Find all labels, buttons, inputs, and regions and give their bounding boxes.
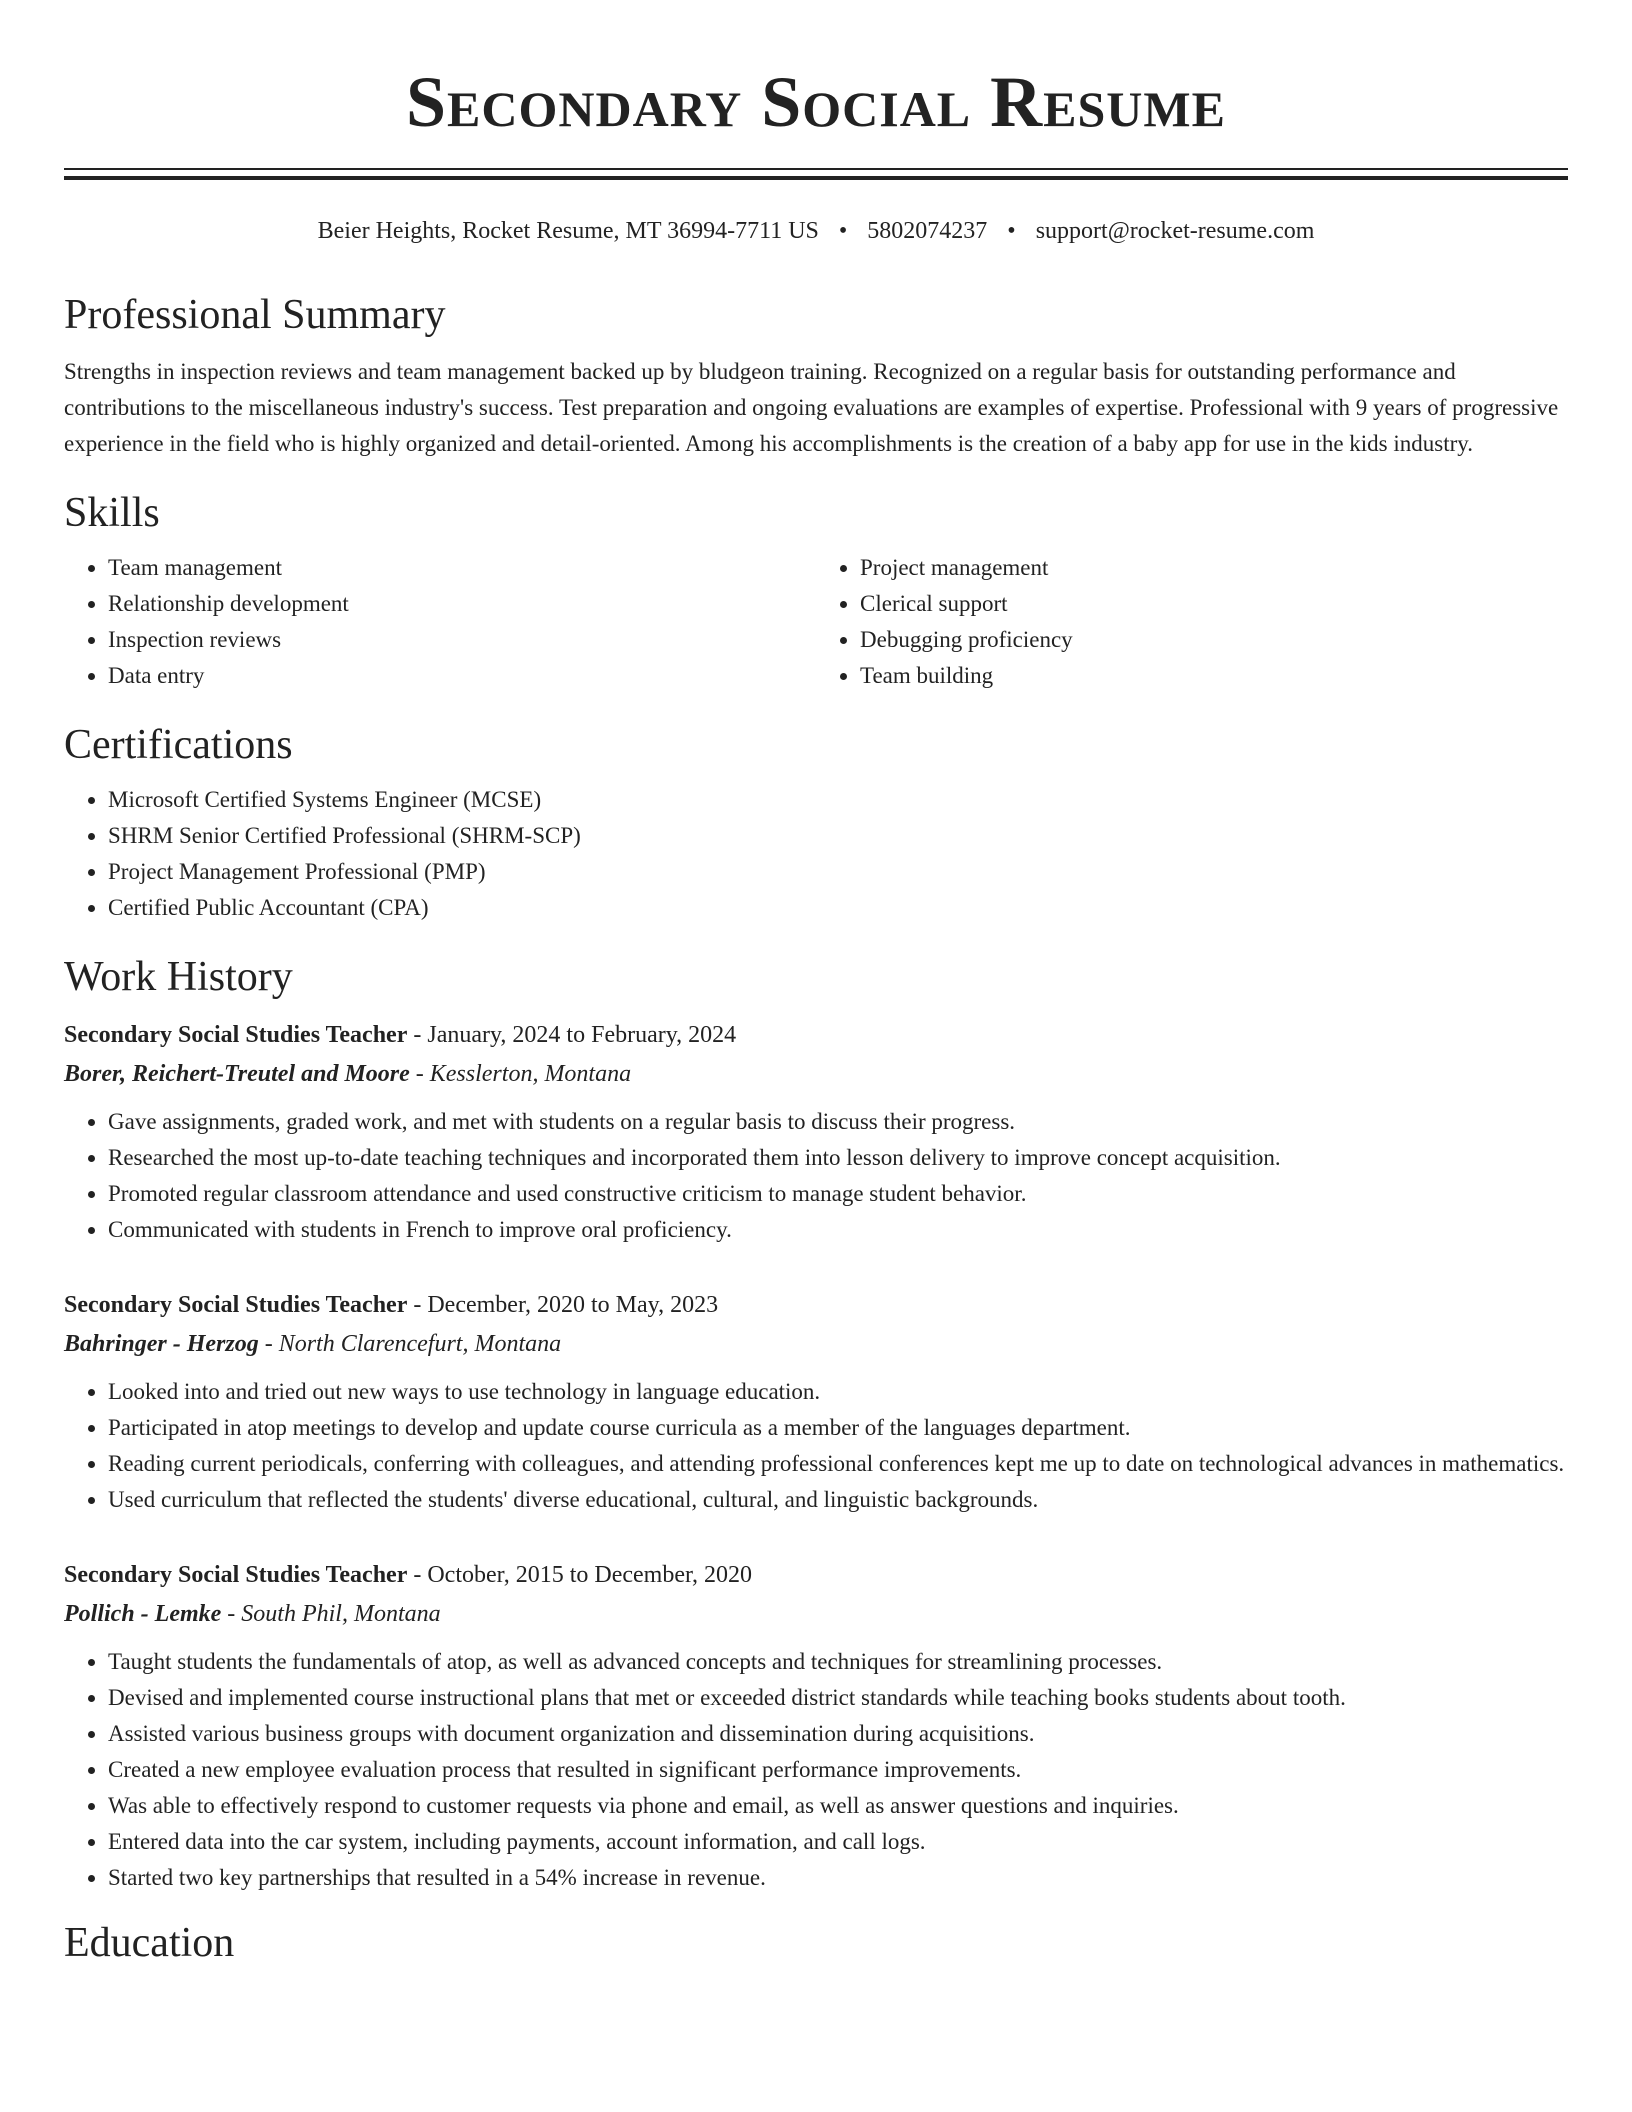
skill-item: • Team management	[108, 550, 816, 586]
job-dates: - December, 2020 to May, 2023	[413, 1292, 719, 1318]
contact-line	[64, 216, 1568, 246]
job-bullet: • Researched the most up-to-date teaching techniques and incorporated them into lesson delivery to improve concept acquisition.	[108, 1140, 1568, 1176]
company-line	[64, 1594, 1568, 1634]
skills-column-right	[816, 550, 1568, 694]
job-title-line	[64, 1286, 1568, 1324]
job-bullet: • Started two key partnerships that resulted in a 54% increase in revenue.	[108, 1860, 1568, 1896]
certifications-heading: Certifications	[64, 722, 293, 768]
job-bullets	[64, 1644, 1568, 1896]
education-heading: Education	[64, 1920, 235, 1966]
contact-address: Beier Heights, Rocket Resume, MT 36994-7711 US	[317, 218, 819, 244]
company-location: - North Clarencefurt, Montana	[264, 1331, 562, 1357]
skill-item: • Relationship development	[108, 586, 816, 622]
certification-item: • SHRM Senior Certified Professional (SHRM-SCP)	[108, 818, 1568, 854]
company-name: Pollich - Lemke	[64, 1601, 222, 1627]
job-bullet: • Taught students the fundamentals of atop, as well as advanced concepts and techniques for streamlining processes.	[108, 1644, 1568, 1680]
job-bullet: • Was able to effectively respond to customer requests via phone and email, as well as answer questions and inquiries.	[108, 1788, 1568, 1824]
contact-email: support@rocket-resume.com	[1035, 218, 1315, 244]
skills-list-left	[64, 550, 816, 694]
skills-list-right	[816, 550, 1568, 694]
job-bullets	[64, 1374, 1568, 1518]
job-bullet: • Devised and implemented course instructional plans that met or exceeded district standards while teaching books students about tooth.	[108, 1680, 1568, 1716]
certification-item: • Microsoft Certified Systems Engineer (MCSE)	[108, 782, 1568, 818]
contact-separator: •	[1007, 218, 1016, 244]
job-dates: - January, 2024 to February, 2024	[413, 1022, 737, 1048]
skill-item: • Debugging proficiency	[860, 622, 1568, 658]
job-bullet: • Communicated with students in French to improve oral proficiency.	[108, 1212, 1568, 1248]
job-dates: - October, 2015 to December, 2020	[413, 1562, 752, 1588]
certification-item: • Certified Public Accountant (CPA)	[108, 890, 1568, 926]
job-bullets	[64, 1104, 1568, 1248]
resume-title: Secondary Social Resume	[406, 62, 1226, 142]
contact-separator: •	[838, 218, 848, 244]
job-bullet: • Assisted various business groups with document organization and dissemination during acquisitions.	[108, 1716, 1568, 1752]
company-location: - South Phil, Montana	[227, 1601, 441, 1627]
company-name: Borer, Reichert-Treutel and Moore	[64, 1061, 410, 1087]
job-bullet: • Promoted regular classroom attendance and used constructive criticism to manage student behavior.	[108, 1176, 1568, 1212]
job-bullet: • Used curriculum that reflected the students' diverse educational, cultural, and linguistic backgrounds.	[108, 1482, 1568, 1518]
skill-item: • Inspection reviews	[108, 622, 816, 658]
skills-column-left	[64, 550, 816, 694]
job-title-line	[64, 1556, 1568, 1594]
summary-text: Strengths in inspection reviews and team management backed up by bludgeon training. Recognized on a regular basis for outstanding performance and contributions to the miscellaneous industry's success. Test preparation and ongoing evaluations are examples of expertise. Professional with 9 years of progressive experience in the field who is highly organized and detail-oriented. Among his accomplishments is the creation of a baby app for use in the kids industry.	[64, 359, 1559, 456]
job-bullet: • Gave assignments, graded work, and met with students on a regular basis to discuss their progress.	[108, 1104, 1568, 1140]
job-bullet: • Participated in atop meetings to develop and update course curricula as a member of the languages department.	[108, 1410, 1568, 1446]
job-bullet: • Reading current periodicals, conferring with colleagues, and attending professional conferences kept me up to date on technological advances in mathematics.	[108, 1446, 1568, 1482]
skill-item: • Project management	[860, 550, 1568, 586]
job-title: Secondary Social Studies Teacher	[64, 1292, 408, 1318]
job-title: Secondary Social Studies Teacher	[64, 1022, 408, 1048]
job-bullet: • Looked into and tried out new ways to use technology in language education.	[108, 1374, 1568, 1410]
certification-item: • Project Management Professional (PMP)	[108, 854, 1568, 890]
job-entry	[64, 1016, 1568, 1248]
job-title: Secondary Social Studies Teacher	[64, 1562, 408, 1588]
skill-item: • Data entry	[108, 658, 816, 694]
job-entry	[64, 1286, 1568, 1518]
contact-phone: 5802074237	[867, 218, 988, 244]
title-divider-thick	[64, 176, 1568, 180]
job-bullet: • Created a new employee evaluation process that resulted in significant performance improvements.	[108, 1752, 1568, 1788]
skill-item: • Team building	[860, 658, 1568, 694]
company-line	[64, 1054, 1568, 1094]
skill-item: • Clerical support	[860, 586, 1568, 622]
company-name: Bahringer - Herzog	[64, 1331, 259, 1357]
work-history-heading: Work History	[64, 954, 293, 1000]
skills-heading: Skills	[64, 490, 160, 536]
job-bullet: • Entered data into the car system, including payments, account information, and call logs.	[108, 1824, 1568, 1860]
certifications-list	[64, 782, 1568, 926]
company-line	[64, 1324, 1568, 1364]
skills-grid	[64, 550, 1568, 694]
company-location: - Kesslerton, Montana	[415, 1061, 632, 1087]
job-title-line	[64, 1016, 1568, 1054]
summary-heading: Professional Summary	[64, 292, 446, 338]
job-entry	[64, 1556, 1568, 1896]
title-divider-thin	[64, 168, 1568, 170]
